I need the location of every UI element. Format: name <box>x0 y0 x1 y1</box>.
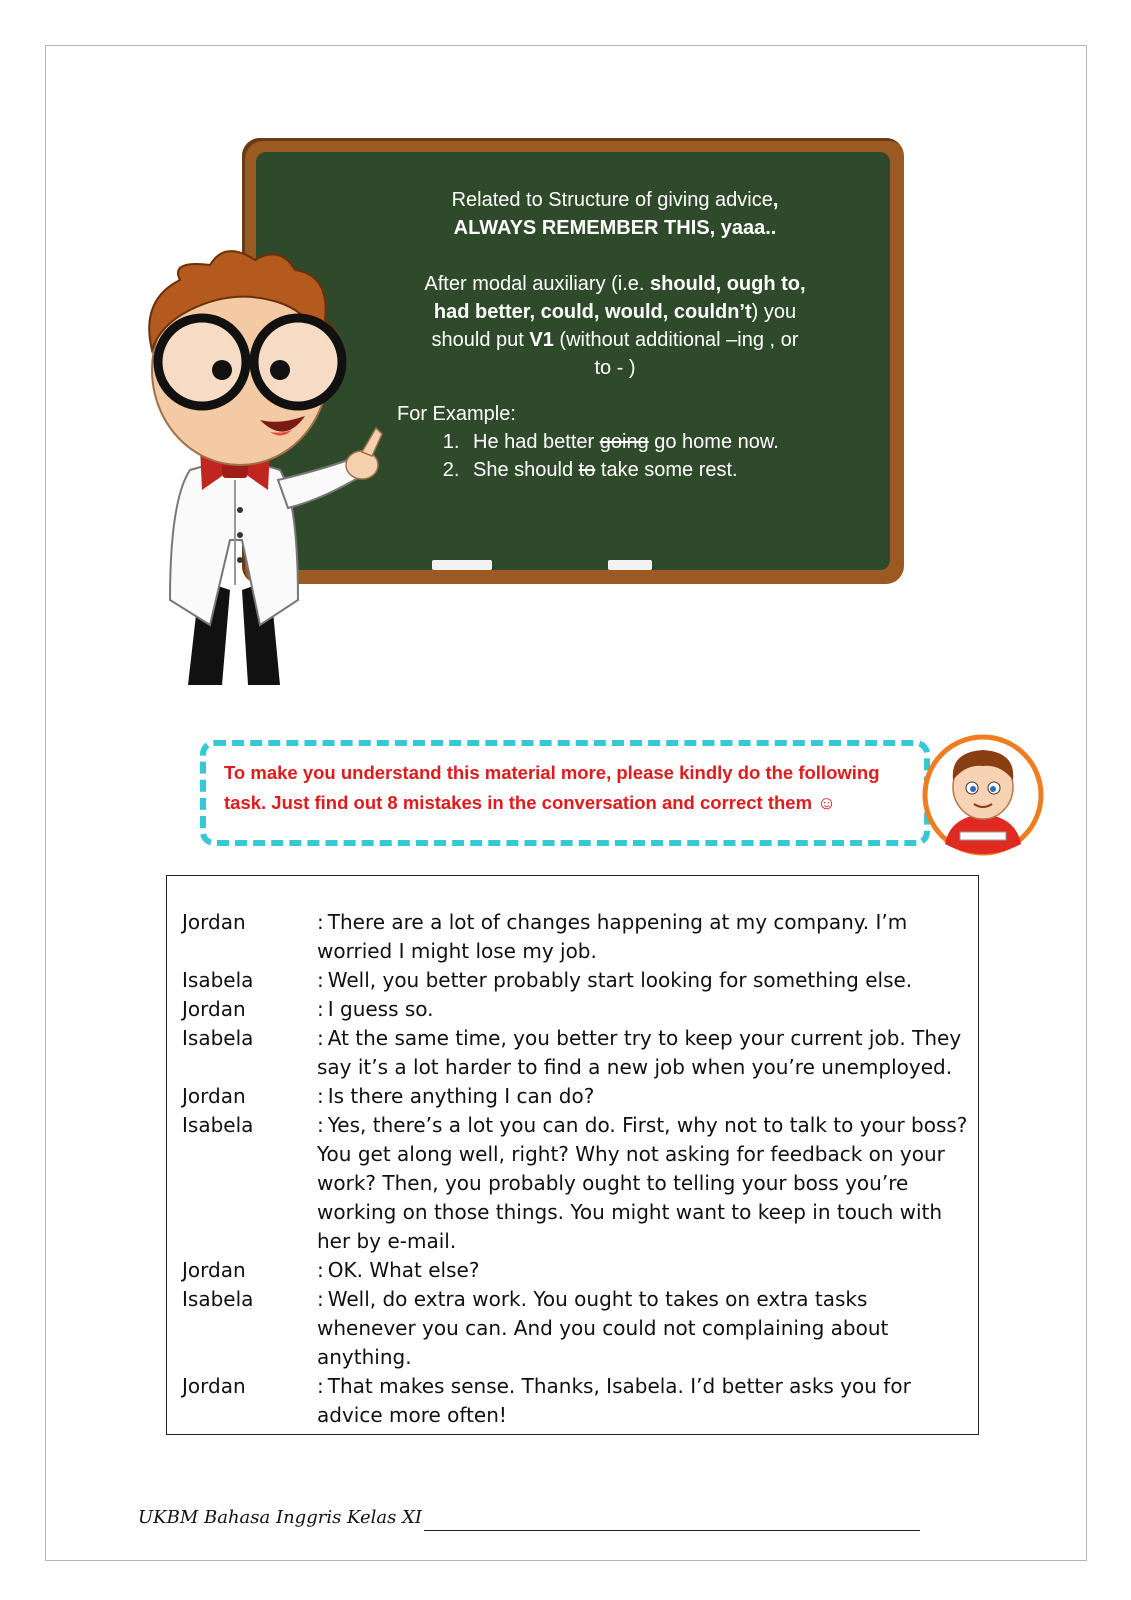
footer-label: UKBM Bahasa Inggris Kelas XI <box>138 1507 423 1528</box>
board-heading: Related to Structure of giving advice, ALWAYS REMEMBER THIS, yaaa.. <box>451 189 779 239</box>
dialogue-text: I guess so. <box>327 997 434 1021</box>
dialogue-text: There are a lot of changes happening at my company. I’m worried I might lose my job. <box>317 910 908 963</box>
dialogue-line: Isabela : Well, do extra work. You ought to takes on extra tasks whenever you can. And you could not complaining about anything. <box>182 1285 972 1372</box>
student-illustration <box>920 732 1046 858</box>
speaker-name: Isabela <box>182 1287 254 1311</box>
dialogue-line: Isabela : Well, you better probably start looking for something else. <box>182 966 972 995</box>
speaker-name: Isabela <box>182 968 254 992</box>
dialogue-text: Yes, there’s a lot you can do. First, why not to talk to your boss? You get along well, right? Why not asking for feedback on your work? Then, you probably ought to telling your boss you’re working on those things. You might want to keep in touch with her by e-mail. <box>317 1113 968 1253</box>
dialogue-line: Jordan : There are a lot of changes happening at my company. I’m worried I might lose my job. <box>182 908 972 966</box>
footer-line <box>424 1530 920 1531</box>
board-rule: After modal auxiliary (i.e. should, ough to, had better, could, would, couldn’t) you should put V1 (without additional –ing , or to - ) <box>424 273 806 379</box>
task-instructions: To make you understand this material more, please kindly do the following task. Just find out 8 mistakes in the conversation and correct them ☺ <box>224 762 880 813</box>
dialogue-line: Jordan : That makes sense. Thanks, Isabela. I’d better asks you for advice more often! <box>182 1372 972 1430</box>
dialogue-text: Is there anything I can do? <box>327 1084 595 1108</box>
speaker-name: Isabela <box>182 1026 254 1050</box>
dialogue-text: That makes sense. Thanks, Isabela. I’d better asks you for advice more often! <box>317 1374 911 1427</box>
speaker-name: Jordan <box>182 1258 246 1282</box>
speaker-name: Jordan <box>182 910 246 934</box>
dialogue-line: Jordan : OK. What else? <box>182 1256 972 1285</box>
speaker-name: Jordan <box>182 1374 246 1398</box>
speaker-name: Jordan <box>182 1084 246 1108</box>
example-title: For Example: <box>397 403 516 425</box>
dialogue-line: Isabela : At the same time, you better try to keep your current job. They say it’s a lot harder to find a new job when you’re unemployed. <box>182 1024 972 1082</box>
dialogue-line: Isabela : Yes, there’s a lot you can do. First, why not to talk to your boss? You get along well, right? Why not asking for feedback on your work? Then, you probably ought to telling your boss you’re working on those things. You might want to keep in touch with her by e-mail. <box>182 1111 972 1256</box>
chalk-piece <box>432 560 492 570</box>
example-list <box>405 428 825 484</box>
blackboard-text <box>397 186 825 484</box>
conversation <box>182 908 972 1430</box>
speaker-name: Jordan <box>182 997 246 1021</box>
dialogue-line: Jordan : I guess so. <box>182 995 972 1024</box>
board-heading-emphasis: ALWAYS REMEMBER THIS, yaaa.. <box>453 217 777 239</box>
dialogue-text: OK. What else? <box>327 1258 480 1282</box>
example-item: 1. He had better going go home now. <box>465 428 825 456</box>
speaker-name: Isabela <box>182 1113 254 1137</box>
dialogue-text: Well, do extra work. You ought to takes on extra tasks whenever you can. And you could not complaining about anything. <box>317 1287 889 1369</box>
teacher-illustration <box>130 240 420 700</box>
dialogue-text: Well, you better probably start looking for something else. <box>327 968 913 992</box>
example-item: 2. She should to take some rest. <box>465 456 825 484</box>
dialogue-line: Jordan : Is there anything I can do? <box>182 1082 972 1111</box>
dialogue-text: At the same time, you better try to keep your current job. They say it’s a lot harder to find a new job when you’re unemployed. <box>317 1026 962 1079</box>
chalk-piece <box>608 560 652 570</box>
